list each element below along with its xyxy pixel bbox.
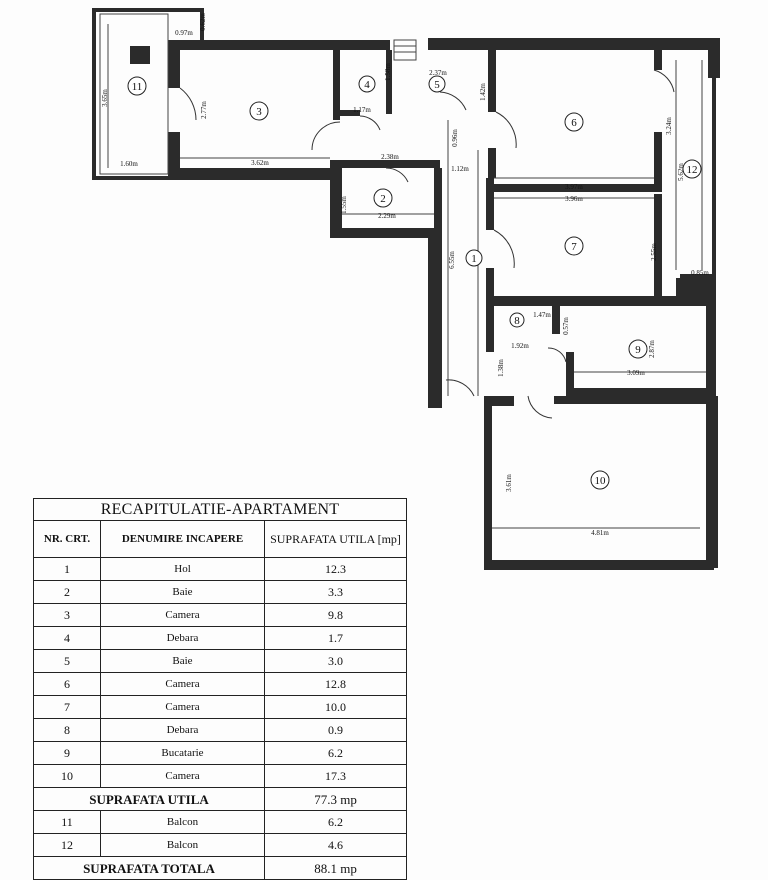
row-area: 6.2	[265, 811, 407, 834]
dimension-label: 0.57m	[562, 317, 570, 335]
dimension-label: 1.17m	[353, 106, 371, 114]
dimension-label: 2.87m	[648, 340, 656, 358]
dimension-label: 2.77m	[200, 101, 208, 119]
table-row	[34, 558, 407, 581]
dimension-label: 3.65m	[101, 89, 109, 107]
row-area: 12.8	[265, 673, 407, 696]
dimension-label: 1.47m	[533, 311, 551, 319]
dimension-label: 1.58m	[384, 63, 392, 81]
row-name: Camera	[101, 696, 265, 719]
dimension-label: 3.62m	[251, 159, 269, 167]
col-header-nr: NR. CRT.	[34, 521, 101, 558]
row-area: 6.2	[265, 742, 407, 765]
room-number: 11	[131, 81, 143, 93]
useful-area-label: SUPRAFATA UTILA	[34, 788, 265, 811]
dimension-label: 2.38m	[381, 153, 399, 161]
row-name: Baie	[101, 581, 265, 604]
table-row	[34, 696, 407, 719]
table-row	[34, 627, 407, 650]
room-marker-6	[565, 113, 583, 131]
dimension-label: 1.12m	[451, 165, 469, 173]
row-nr: 1	[34, 558, 101, 581]
row-area: 10.0	[265, 696, 407, 719]
row-area: 3.3	[265, 581, 407, 604]
row-name: Balcon	[101, 834, 265, 857]
dimension-label: 1.38m	[497, 359, 505, 377]
row-name: Camera	[101, 604, 265, 627]
recap-table	[33, 498, 407, 880]
table-row	[34, 650, 407, 673]
table-row	[34, 811, 407, 834]
row-area: 12.3	[265, 558, 407, 581]
room-marker-5	[429, 76, 445, 92]
col-header-name: DENUMIRE INCAPERE	[101, 521, 265, 558]
dimension-label: 0.85m	[691, 269, 709, 277]
row-area: 9.8	[265, 604, 407, 627]
dimension-label: 3.97m	[565, 183, 583, 191]
row-name: Camera	[101, 765, 265, 788]
row-name: Bucatarie	[101, 742, 265, 765]
row-name: Balcon	[101, 811, 265, 834]
dimension-label: 6.55m	[448, 251, 456, 269]
row-nr: 7	[34, 696, 101, 719]
dimension-label: 2.29m	[378, 212, 396, 220]
dimension-label: 1.92m	[511, 342, 529, 350]
row-nr: 5	[34, 650, 101, 673]
table-row	[34, 673, 407, 696]
room-number: 1	[471, 253, 477, 265]
row-name: Baie	[101, 650, 265, 673]
room-number: 6	[571, 117, 577, 129]
room-number: 12	[686, 164, 698, 176]
table-row	[34, 834, 407, 857]
row-name: Debara	[101, 627, 265, 650]
room-number: 4	[364, 79, 370, 91]
dimension-label: 1.60m	[120, 160, 138, 168]
room-marker-3	[250, 102, 268, 120]
row-name: Camera	[101, 673, 265, 696]
useful-area-row	[34, 788, 407, 811]
dimension-label: 2.37m	[429, 69, 447, 77]
table-row	[34, 719, 407, 742]
room-marker-11	[128, 77, 146, 95]
row-nr: 9	[34, 742, 101, 765]
room-marker-12	[683, 160, 701, 178]
row-nr: 10	[34, 765, 101, 788]
row-area: 1.7	[265, 627, 407, 650]
dimension-label: 2.55m	[650, 243, 658, 261]
room-marker-10	[591, 471, 609, 489]
row-nr: 6	[34, 673, 101, 696]
dimension-label: 3.96m	[565, 195, 583, 203]
room-marker-8	[510, 313, 524, 327]
row-nr: 3	[34, 604, 101, 627]
row-nr: 12	[34, 834, 101, 857]
walls	[92, 8, 720, 570]
row-nr: 8	[34, 719, 101, 742]
room-number: 10	[594, 475, 606, 487]
dimension-label: 0.96m	[451, 129, 459, 147]
table-row	[34, 765, 407, 788]
table-row	[34, 742, 407, 765]
table-title: RECAPITULATIE-APARTAMENT	[34, 499, 407, 521]
door-swings	[180, 70, 674, 418]
dimension-label: 1.55m	[340, 196, 348, 214]
dimension-label: 4.81m	[591, 529, 609, 537]
room-number: 8	[514, 315, 520, 327]
table-title-row	[34, 499, 407, 521]
room-number: 5	[434, 79, 440, 91]
total-area-row	[34, 857, 407, 880]
row-nr: 2	[34, 581, 101, 604]
row-nr: 4	[34, 627, 101, 650]
dimension-label: 0.62m	[199, 13, 207, 31]
total-area-value: 88.1 mp	[265, 857, 407, 880]
row-name: Debara	[101, 719, 265, 742]
room-marker-1	[466, 250, 482, 266]
room-marker-7	[565, 237, 583, 255]
dimension-label: 5.62m	[677, 163, 685, 181]
dimension-label: 1.42m	[479, 83, 487, 101]
interior-lines	[100, 14, 706, 528]
row-area: 3.0	[265, 650, 407, 673]
room-marker-9	[629, 340, 647, 358]
useful-area-value: 77.3 mp	[265, 788, 407, 811]
table-row	[34, 604, 407, 627]
room-number: 9	[635, 344, 641, 356]
col-header-area: SUPRAFATA UTILA [mp]	[265, 521, 407, 558]
row-nr: 11	[34, 811, 101, 834]
row-area: 4.6	[265, 834, 407, 857]
total-area-label: SUPRAFATA TOTALA	[34, 857, 265, 880]
dimension-label: 3.24m	[665, 117, 673, 135]
room-number: 2	[380, 193, 386, 205]
row-name: Hol	[101, 558, 265, 581]
room-marker-2	[374, 189, 392, 207]
room-number: 3	[256, 106, 262, 118]
dimension-label: 3.61m	[505, 474, 513, 492]
room-labels	[128, 76, 701, 489]
room-number: 7	[571, 241, 577, 253]
table-header-row	[34, 521, 407, 558]
row-area: 0.9	[265, 719, 407, 742]
table-row	[34, 581, 407, 604]
dimension-labels	[101, 13, 709, 537]
dimension-label: 0.97m	[175, 29, 193, 37]
room-marker-4	[359, 76, 375, 92]
row-area: 17.3	[265, 765, 407, 788]
dimension-label: 3.09m	[627, 369, 645, 377]
